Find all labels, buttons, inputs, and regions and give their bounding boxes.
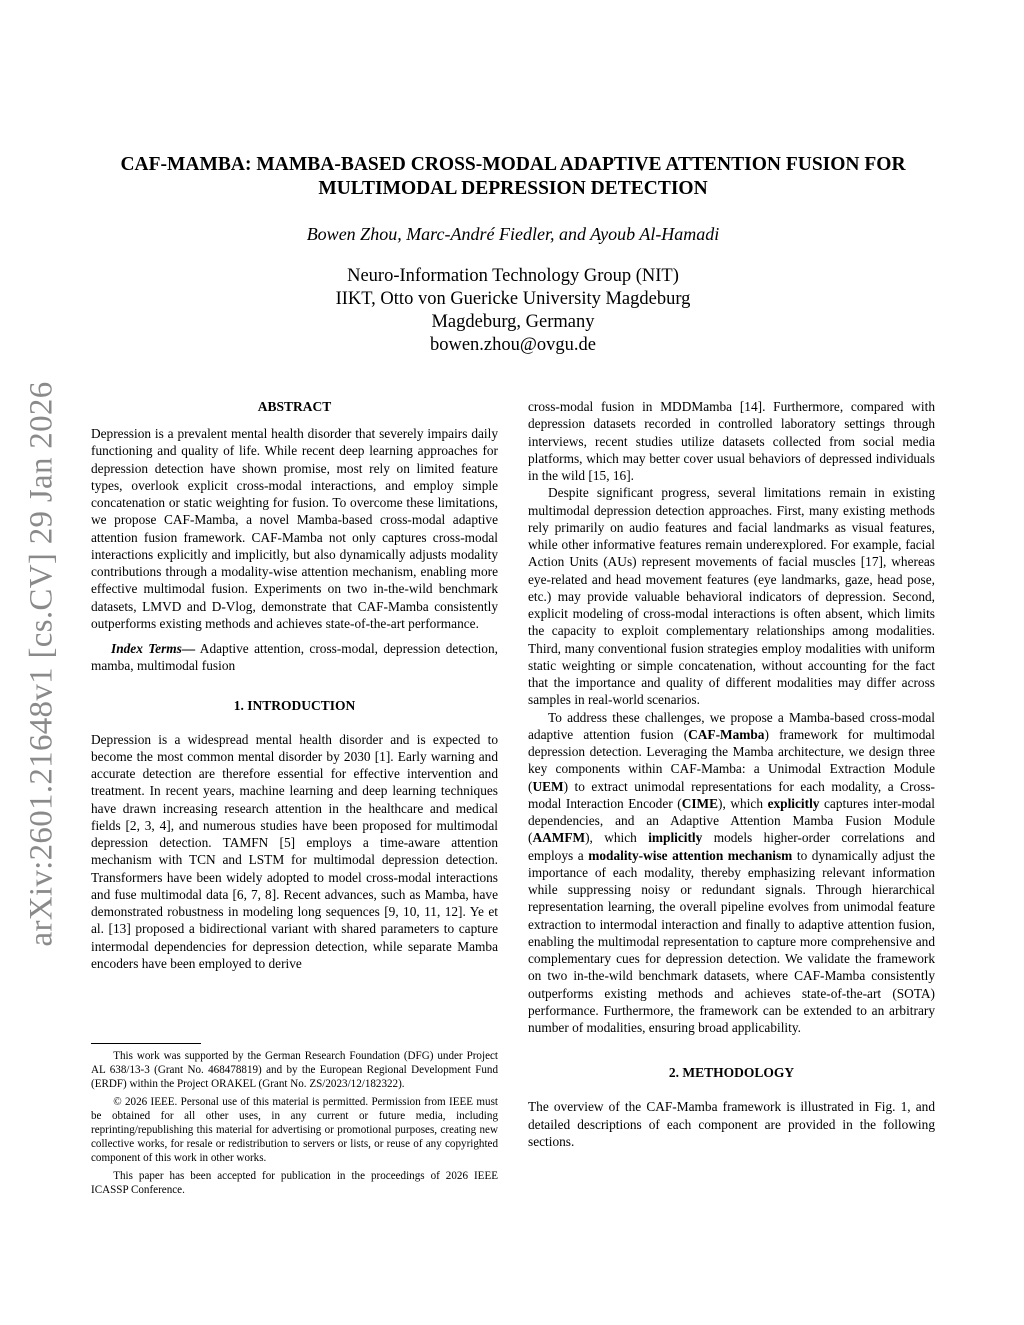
- para3-text-d: ), which: [718, 795, 768, 811]
- footnote-divider: [91, 1043, 201, 1044]
- arxiv-stamp: [0, 0, 60, 1325]
- title-line-1: CAF-MAMBA: MAMBA-BASED CROSS-MODAL ADAPTIVE ATTENTION FUSION FOR: [120, 154, 906, 175]
- index-terms: [91, 640, 498, 675]
- footnote-copyright: © 2026 IEEE. Personal use of this material is permitted. Permission from IEEE must be obtained for all other uses, in any current or future media, including reprinting/republishing this material for advertising or promotional purposes, creating new collective works, for resale or redistribution to servers or lists, or reuse of any copyrighted component of this work in other works.: [91, 1095, 498, 1165]
- author-email: bowen.zhou@ovgu.de: [429, 335, 597, 355]
- index-terms-label: Index Terms—: [111, 641, 196, 656]
- para3-text-b: ) framework for multimodal depression detection. Leveraging the Mamba architecture, we design three key components within CAF-Mamba: a Unimodal Extraction Module (: [528, 726, 935, 794]
- introduction-paragraph-2: Despite significant progress, several limitations remain in existing multimodal depression detection approaches. First, many existing methods rely primarily on audio features and facial landmarks as visual features, while other informative features remain underexplored. For example, facial Action Units (AUs) represent movements of facial muscles [17], whereas eye-related and head movement features (eye landmarks, gaze, head pose, etc.) may provide valuable behavioral indicators of depression. Second, explicit modeling of cross-modal interactions is often absent, which limits the capacity to exploit complementary relationships among modalities. Third, many conventional fusion strategies employ modalities with uniform static weighting or simple concatenation, without accounting for the fact that the importance and quality of different modalities may differ across samples in real-world scenarios.: [528, 485, 935, 708]
- affiliation-group: Neuro-Information Technology Group (NIT): [347, 266, 679, 286]
- para3-aamfm: AAMFM: [532, 830, 586, 846]
- abstract-text: Depression is a prevalent mental health disorder that severely impairs daily functioning and quality of life. While recent deep learning approaches for depression detection have shown promise, most rely on limited feature types, overlook explicit cross-modal interactions, and employ simple concatenation or static weighting for fusion. To overcome these limitations, we propose CAF-Mamba, a novel Mamba-based cross-modal adaptive attention fusion framework. CAF-Mamba not only captures cross-modal interactions explicitly and implicitly, but also dynamically adjusts modality contributions through a modality-wise attention mechanism, enabling more effective multimodal fusion. Experiments on two in-the-wild benchmark datasets, LMVD and D-Vlog, demonstrate that CAF-Mamba consistently outperforms existing methods and achieves state-of-the-art performance.: [91, 426, 498, 631]
- methodology-text: The overview of the CAF-Mamba framework is illustrated in Fig. 1, and detailed descriptions of each component are provided in the following sections.: [528, 1099, 935, 1149]
- methodology-heading: 2. METHODOLOGY: [668, 1065, 795, 1081]
- para3-text-c: ) to extract unimodal representations for each modality, a Cross-modal Interaction Encoder (: [528, 778, 935, 811]
- affiliation-location: Magdeburg, Germany: [431, 312, 595, 332]
- introduction-heading: 1. INTRODUCTION: [233, 697, 356, 713]
- para3-text-h: to dynamically adjust the importance of each modality, thereby emphasizing relevant information while suppressing noisy or redundant signals. Through hierarchical representation learning, the overall pipeline evolves from unimodal feature extraction to intermodal interaction and finally to adaptive attention fusion, enabling the multimodal representation to capture more comprehensive and complementary cues for depression detection. We validate the framework on two in-the-wild benchmark datasets, where CAF-Mamba consistently outperforms existing methods and achieves state-of-the-art (SOTA) performance. Furthermore, the framework can be extended to an arbitrary number of modalities, ensuring broad applicability.: [528, 847, 936, 1035]
- author-list: Bowen Zhou, Marc-André Fiedler, and Ayoub Al-Hamadi: [306, 224, 720, 244]
- para3-uem: UEM: [532, 778, 564, 794]
- footnotes: [91, 1049, 498, 1197]
- para3-text-f: ), which: [585, 830, 649, 846]
- title-line-2: MULTIMODAL DEPRESSION DETECTION: [318, 178, 708, 199]
- para3-implicitly: implicitly: [648, 830, 703, 846]
- introduction-paragraph-1: Depression is a widespread mental health disorder and is expected to become the most common mental disorder by 2030 [1]. Early warning and accurate detection are therefore essential for effective intervention and treatment. In recent years, machine learning and deep learning techniques have drawn increasing research attention in the healthcare and medical fields [2, 3, 4], and numerous studies have been proposed for multimodal depression detection. TAMFN [5] employs a time-aware attention mechanism with TCN and LSTM for multimodal depression detection. Transformers have been widely adopted to model cross-modal interactions and fuse multimodal data [6, 7, 8]. Recent advances, such as Mamba, have demonstrated robustness in modeling long sequences [9, 10, 11, 12]. Ye et al. [13] proposed a bidirectional variant with shared parameters to capture intermodal dependencies for depression detection, while separate Mamba encoders have been employed to derive: [91, 731, 498, 971]
- abstract-heading: ABSTRACT: [257, 399, 332, 414]
- footnote-area: [91, 1043, 498, 1197]
- introduction-paragraph-1-continued: cross-modal fusion in MDDMamba [14]. Furthermore, compared with depression datasets recorded in controlled laboratory settings through interviews, recent studies utilize datasets collected from social media platforms, which may better cover usual behaviors of depressed individuals in the wild [15, 16].: [528, 399, 935, 483]
- right-column: [528, 398, 935, 1150]
- para3-text-e: captures inter-modal dependencies, and an Adaptive Attention Mamba Fusion Module (: [528, 795, 936, 846]
- left-column: [91, 398, 498, 1196]
- footnote-acceptance: This paper has been accepted for publication in the proceedings of 2026 IEEE ICASSP Conference.: [91, 1169, 498, 1196]
- index-terms-text: Adaptive attention, cross-modal, depression detection, mamba, multimodal fusion: [91, 641, 498, 674]
- para3-cime: CIME: [681, 795, 719, 811]
- para3-modality-wise-attention: modality-wise attention mechanism: [588, 847, 793, 863]
- affiliation-institute: IIKT, Otto von Guericke University Magdeburg: [335, 289, 691, 309]
- paper-title: [90, 153, 936, 201]
- affiliation: [90, 265, 936, 357]
- arxiv-identifier: arXiv:2601.21648v1 [cs.CV] 29 Jan 2026: [23, 381, 60, 947]
- para3-caf-mamba: CAF-Mamba: [688, 726, 765, 742]
- para3-text-a: To address these challenges, we propose a Mamba-based cross-modal adaptive attention fusion (: [528, 709, 935, 742]
- para3-text-g: models higher-order correlations and employs a: [528, 830, 936, 863]
- introduction-paragraph-3: [528, 709, 935, 1037]
- footnote-funding: This work was supported by the German Research Foundation (DFG) under Project AL 638/13-3 (Grant No. 468478819) and by the European Regional Development Fund (ERDF) within the Project ORAKEL (Grant No. ZS/2023/12/182322).: [91, 1050, 498, 1091]
- para3-explicitly: explicitly: [767, 795, 820, 811]
